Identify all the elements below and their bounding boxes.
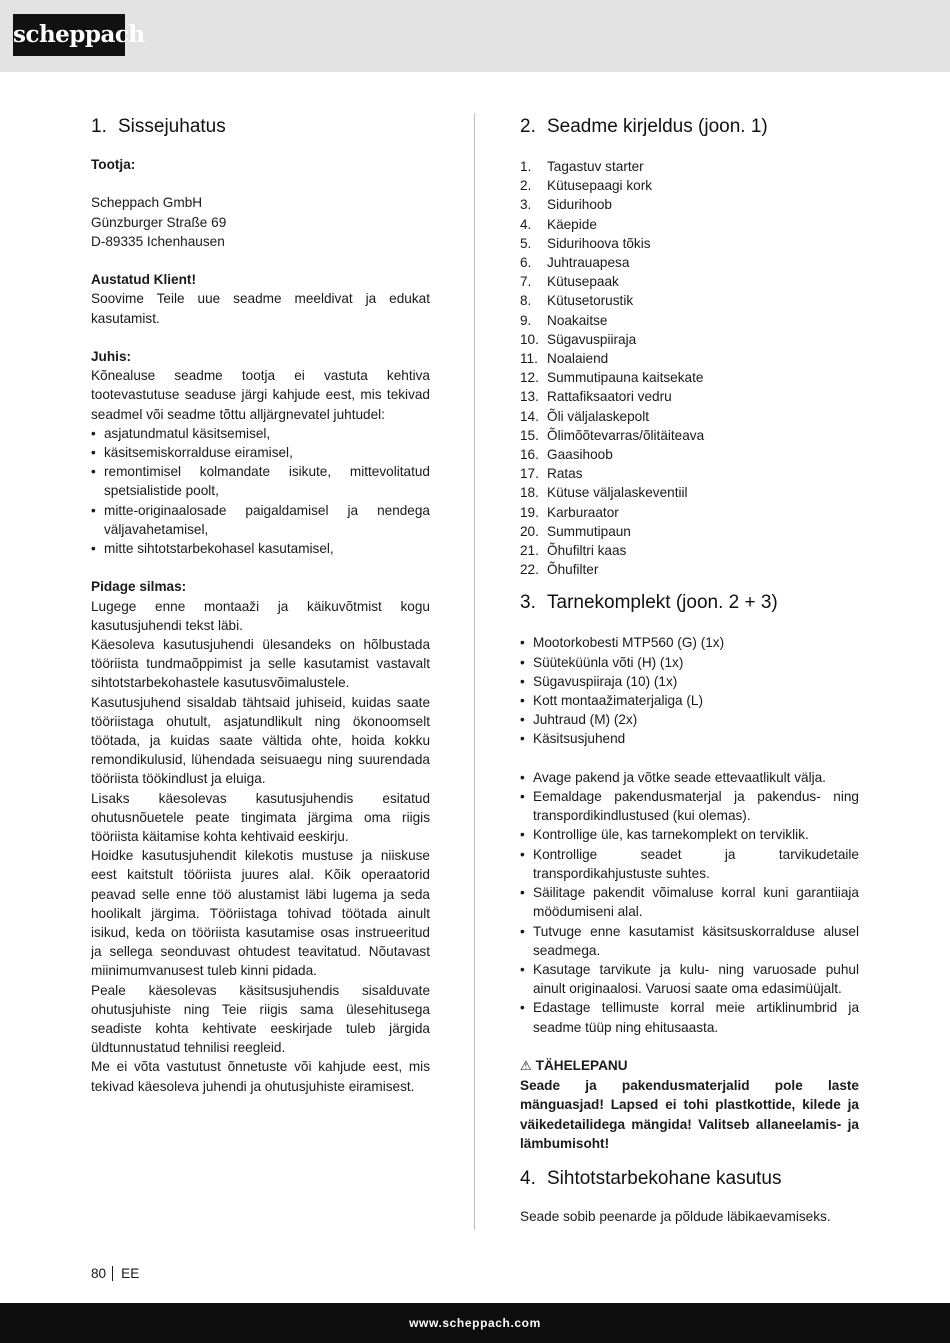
list-item: • Käsitsusjuhend bbox=[520, 729, 859, 748]
list-item: • Sügavuspiiraja (10) (1x) bbox=[520, 672, 859, 691]
list-item: • Juhtraud (M) (2x) bbox=[520, 710, 859, 729]
paragraph: Hoidke kasutusjuhendit kilekotis mustuse ja niiskuse eest kaitstult tööriista juures alal. Kõik operaatorid peavad selle enne töö alustamist läbi lugema ja seda hoolikalt järgima. Tööriistaga tohivad töötada ainult isikud, keda on tööriista kasutamise osas instrueeritud ja sellega seonduvast ohtudest teavitatud. Nõutavast miinimumvanusest tuleb kinni pidada. bbox=[91, 848, 430, 979]
section-heading-device-description: 2. Seadme kirjeldus (joon. 1) bbox=[520, 116, 768, 137]
warning-text: Seade ja pakendusmaterjalid pole laste mänguasjad! Lapsed ei tohi plastkottide, kilede ja väikedetailidega mängida! Valitseb allaneelamis- ja lämbumisoht! bbox=[520, 1078, 859, 1151]
list-item: • Kontrollige üle, kas tarnekomplekt on terviklik. bbox=[520, 825, 859, 844]
list-item: 5. Sidurihoova tõkis bbox=[520, 235, 651, 251]
please-note-label: Pidage silmas: bbox=[91, 579, 187, 595]
section-heading-delivery: 3. Tarnekomplekt (joon. 2 + 3) bbox=[520, 592, 778, 614]
list-item: 6. Juhtrauapesa bbox=[520, 255, 630, 271]
list-item: • Kontrollige seadet ja tarvikudetaile transpordikahjustuste suhtes. bbox=[520, 845, 859, 883]
liability-list bbox=[91, 424, 430, 558]
list-item: 9. Noakaitse bbox=[520, 312, 608, 328]
greeting-text: Soovime Teile uue seadme meeldivat ja edukat kasutamist. bbox=[91, 291, 430, 326]
left-column bbox=[91, 113, 430, 1096]
list-item: 20. Summutipaun bbox=[520, 523, 631, 539]
list-item: 18. Kütuse väljalaskeventiil bbox=[520, 485, 688, 501]
notice-label: Juhis: bbox=[91, 348, 132, 364]
page-number: 80 EE bbox=[91, 1266, 140, 1281]
page-header bbox=[0, 0, 950, 72]
list-item: 11. Noalaiend bbox=[520, 351, 609, 367]
column-divider bbox=[474, 113, 475, 1230]
language-code: EE bbox=[121, 1266, 140, 1281]
list-item: 12. Summutipauna kaitsekate bbox=[520, 370, 704, 386]
notice-text: Kõnealuse seadme tootja ei vastuta kehtiva tootevastutuse seaduse järgi kahjude eest, mis tekivad seadmel või seadme tõttu alljärgnevatel juhtudel: bbox=[91, 368, 430, 422]
parts-list bbox=[520, 157, 859, 579]
page-footer bbox=[0, 1303, 950, 1343]
list-item: 8. Kütusetorustik bbox=[520, 293, 634, 309]
list-item: • Süüteküünla võti (H) (1x) bbox=[520, 653, 859, 672]
list-item: • Tutvuge enne kasutamist käsitsuskorralduse alusel seadmega. bbox=[520, 922, 859, 960]
list-item: 17. Ratas bbox=[520, 466, 583, 482]
list-item: 7. Kütusepaak bbox=[520, 274, 619, 290]
website-link[interactable]: www.scheppach.com bbox=[409, 1316, 541, 1330]
list-item: 19. Karburaator bbox=[520, 504, 619, 520]
intended-use-text: Seade sobib peenarde ja põldude läbikaevamiseks. bbox=[520, 1208, 831, 1224]
list-item: 3. Sidurihoob bbox=[520, 197, 612, 213]
scheppach-logo: scheppach bbox=[13, 14, 125, 56]
list-item: • Eemaldage pakendusmaterjal ja pakendus- ning transpordikindlustused (kui olemas). bbox=[520, 787, 859, 825]
list-item: 10. Sügavuspiiraja bbox=[520, 331, 637, 347]
unpacking-steps bbox=[520, 768, 859, 1037]
page-number-separator bbox=[112, 1266, 113, 1281]
paragraph: Peale käesolevas käsitsusjuhendis sisalduvate ohutusjuhiste ning Teie riigis sama ülesehitusega seadiste kohta kehtivate eeskirjade tuleb järgida üldtunnustatud tehnilisi reegleid. bbox=[91, 982, 430, 1056]
list-item: 14. Õli väljalaskepolt bbox=[520, 408, 649, 424]
section-heading-introduction: 1. Sissejuhatus bbox=[91, 116, 226, 137]
list-item: 13. Rattafiksaatori vedru bbox=[520, 389, 672, 405]
list-item: • mitte-originaalosade paigaldamisel ja nendega väljavahetamisel, bbox=[91, 501, 430, 539]
manufacturer-label: Tootja: bbox=[91, 157, 136, 172]
list-item: 16. Gaasihoob bbox=[520, 447, 613, 463]
list-item: 4. Käepide bbox=[520, 216, 597, 232]
list-item: 15. Õlimõõtevarras/õlitäiteava bbox=[520, 427, 705, 443]
list-item: • mitte sihtotstarbekohasel kasutamisel, bbox=[91, 539, 430, 558]
greeting-heading: Austatud Klient! bbox=[91, 272, 196, 288]
paragraph: Lugege enne montaaži ja käikuvõtmist kogu kasutusjuhendi tekst läbi. bbox=[91, 598, 430, 633]
delivery-list bbox=[520, 633, 859, 748]
list-item: • Mootorkobesti MTP560 (G) (1x) bbox=[520, 633, 859, 652]
right-column bbox=[520, 113, 859, 1226]
list-item: • Säilitage pakendit võimaluse korral kuni garantiiaja möödumiseni alal. bbox=[520, 883, 859, 921]
list-item: 21. Õhufiltri kaas bbox=[520, 543, 627, 559]
list-item: • Avage pakend ja võtke seade ettevaatlikult välja. bbox=[520, 768, 859, 787]
list-item: 2. Kütusepaagi kork bbox=[520, 178, 653, 194]
list-item: • Kott montaažimaterjaliga (L) bbox=[520, 691, 859, 710]
section-heading-intended-use: 4. Sihtotstarbekohane kasutus bbox=[520, 1167, 782, 1189]
list-item: • Kasutage tarvikute ja kulu- ning varuosade puhul ainult originaalosi. Varuosi saate oma edasimüüjalt. bbox=[520, 960, 859, 998]
warning-heading: ⚠ TÄHELEPANU bbox=[520, 1057, 628, 1074]
paragraph: Kasutusjuhend sisaldab tähtsaid juhiseid, kuidas saate tööriistaga ohutult, asjatundlikult ning ökonoomselt töötada, ja kuidas saate vältida ohte, hoida kokku remondikulusid, lühendada seisuaegu ning suurendada tööriista töökindlust ja eluiga. bbox=[91, 694, 430, 787]
list-item: • remontimisel kolmandate isikute, mittevolitatud spetsialistide poolt, bbox=[91, 462, 430, 500]
list-item: • käsitsemiskorralduse eiramisel, bbox=[91, 443, 430, 462]
list-item: • Edastage tellimuste korral meie artiklinumbrid ja seadme tüüp ning ehitusaasta. bbox=[520, 998, 859, 1036]
list-item: 22. Õhufilter bbox=[520, 562, 599, 578]
paragraph: Me ei võta vastutust õnnetuste või kahjude eest, mis tekivad käesoleva juhendi ja ohutusjuhiste eiramisest. bbox=[91, 1059, 430, 1094]
paragraph: Lisaks käesolevas kasutusjuhendis esitatud ohutusnõuetele peate tingimata järgima oma riigis tööriista käitamise kohta kehtivaid eeskirju. bbox=[91, 790, 430, 845]
manufacturer-address: Scheppach GmbH Günzburger Straße 69 D-89335 Ichenhausen bbox=[91, 195, 227, 249]
warning-triangle-icon: ⚠ bbox=[520, 1058, 532, 1074]
list-item: 1. Tagastuv starter bbox=[520, 159, 644, 174]
paragraph: Käesoleva kasutusjuhendi ülesandeks on hõlbustada tööriista tundmaõppimist ja selle kasutamist vastavalt sihtotstarbekohastele kasutusvõimalustele. bbox=[91, 637, 430, 691]
list-item: • asjatundmatul käsitsemisel, bbox=[91, 424, 430, 443]
